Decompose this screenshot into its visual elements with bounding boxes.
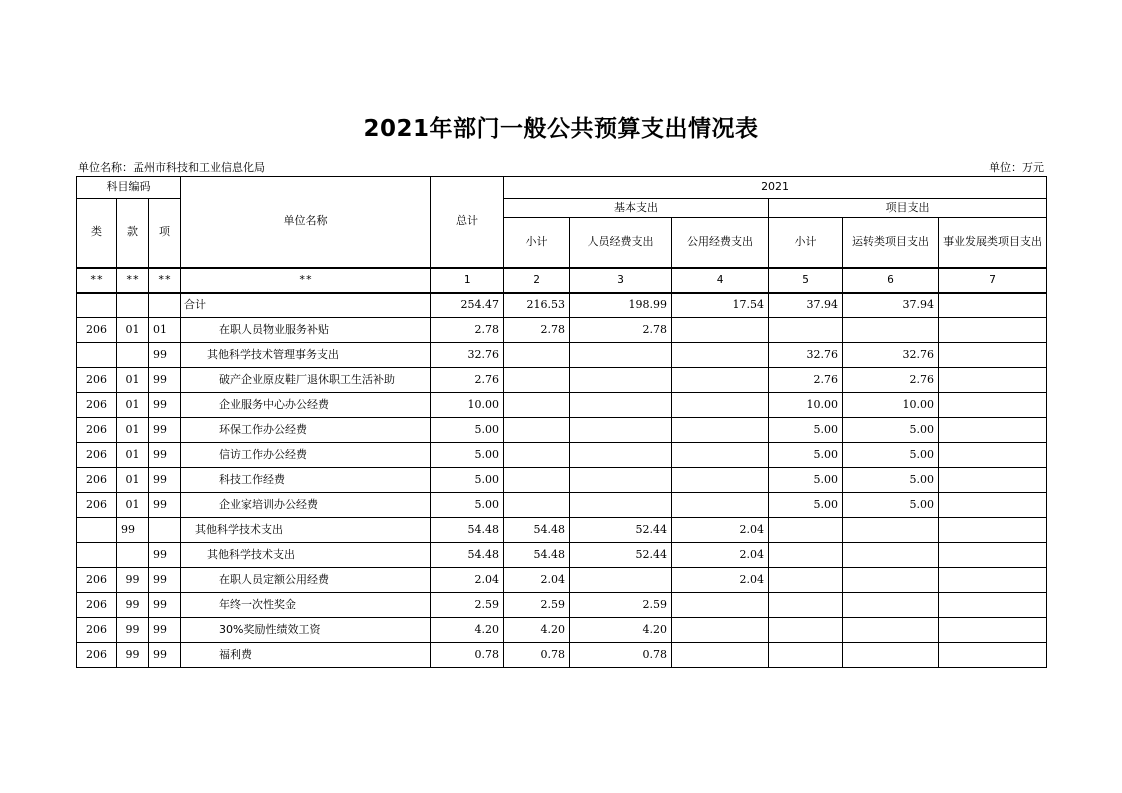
cell-lei — [77, 543, 117, 568]
cell-public: 2.04 — [672, 518, 769, 543]
cell-unit-name: 破产企业原皮鞋厂退休职工生活补助 — [181, 368, 431, 393]
cell-project-subtotal: 10.00 — [769, 393, 843, 418]
cell-personnel — [570, 568, 672, 593]
cell-development — [939, 593, 1047, 618]
cell-public — [672, 593, 769, 618]
cell-kuan: 01 — [117, 443, 149, 468]
cell-total: 5.00 — [431, 468, 504, 493]
cell-total: 5.00 — [431, 443, 504, 468]
table-row — [77, 518, 1047, 543]
cell-project-subtotal: 5.00 — [769, 493, 843, 518]
table-row — [77, 293, 1047, 318]
table-body — [77, 268, 1047, 668]
table-row — [77, 393, 1047, 418]
cell-development — [939, 343, 1047, 368]
cell-unit-name: 其他科学技术支出 — [181, 543, 431, 568]
cell-operational — [843, 643, 939, 668]
cell-total: 5.00 — [431, 418, 504, 443]
cell-project-subtotal — [769, 543, 843, 568]
cell-operational — [843, 568, 939, 593]
page-title: 2021年部门一般公共预算支出情况表 — [363, 116, 759, 142]
table-row — [77, 543, 1047, 568]
header-unit-name: 单位名称 — [181, 177, 431, 268]
cell-development — [939, 468, 1047, 493]
cell-project-subtotal: 5.00 — [769, 468, 843, 493]
cell-project-subtotal: 32.76 — [769, 343, 843, 368]
cell-unit-name: 企业服务中心办公经费 — [181, 393, 431, 418]
cell-kuan: 99 — [117, 568, 149, 593]
cell-public — [672, 418, 769, 443]
cell-operational: 2.76 — [843, 368, 939, 393]
unit-label: 单位：万元 — [989, 161, 1044, 174]
cell-personnel: 2.78 — [570, 318, 672, 343]
marker-cell: ** — [149, 268, 181, 293]
cell-project-subtotal: 5.00 — [769, 418, 843, 443]
header-total: 总计 — [431, 177, 504, 268]
cell-lei — [77, 293, 117, 318]
marker-cell: 5 — [769, 268, 843, 293]
cell-public — [672, 468, 769, 493]
header-public: 公用经费支出 — [672, 218, 769, 268]
cell-public: 17.54 — [672, 293, 769, 318]
marker-cell: 3 — [570, 268, 672, 293]
cell-unit-name: 其他科学技术管理事务支出 — [181, 343, 431, 368]
cell-lei: 206 — [77, 393, 117, 418]
cell-operational — [843, 618, 939, 643]
cell-basic-subtotal — [504, 443, 570, 468]
table-row — [77, 443, 1047, 468]
cell-xiang: 99 — [149, 418, 181, 443]
cell-operational: 5.00 — [843, 418, 939, 443]
cell-personnel: 198.99 — [570, 293, 672, 318]
cell-public — [672, 393, 769, 418]
cell-lei: 206 — [77, 468, 117, 493]
cell-public: 2.04 — [672, 543, 769, 568]
cell-unit-name: 在职人员定额公用经费 — [181, 568, 431, 593]
cell-total: 254.47 — [431, 293, 504, 318]
cell-unit-name: 在职人员物业服务补贴 — [181, 318, 431, 343]
cell-xiang: 99 — [149, 493, 181, 518]
header-project: 项目支出 — [769, 199, 1047, 218]
cell-personnel — [570, 443, 672, 468]
cell-kuan: 01 — [117, 493, 149, 518]
cell-lei: 206 — [77, 593, 117, 618]
header-personnel: 人员经费支出 — [570, 218, 672, 268]
cell-unit-name: 信访工作办公经费 — [181, 443, 431, 468]
table-row — [77, 618, 1047, 643]
cell-personnel — [570, 468, 672, 493]
header-development: 事业发展类项目支出 — [939, 218, 1047, 268]
cell-xiang: 99 — [149, 368, 181, 393]
cell-personnel — [570, 343, 672, 368]
cell-total: 0.78 — [431, 643, 504, 668]
cell-total: 32.76 — [431, 343, 504, 368]
header-basic-subtotal: 小计 — [504, 218, 570, 268]
cell-basic-subtotal: 2.78 — [504, 318, 570, 343]
cell-total: 5.00 — [431, 493, 504, 518]
cell-project-subtotal: 5.00 — [769, 443, 843, 468]
cell-operational — [843, 543, 939, 568]
unit-name-label: 单位名称：孟州市科技和工业信息化局 — [78, 161, 265, 174]
cell-public — [672, 493, 769, 518]
cell-development — [939, 518, 1047, 543]
cell-development — [939, 443, 1047, 468]
cell-public — [672, 343, 769, 368]
cell-xiang: 99 — [149, 568, 181, 593]
cell-operational: 37.94 — [843, 293, 939, 318]
cell-basic-subtotal: 54.48 — [504, 543, 570, 568]
cell-public — [672, 443, 769, 468]
cell-public: 2.04 — [672, 568, 769, 593]
cell-basic-subtotal: 54.48 — [504, 518, 570, 543]
cell-personnel — [570, 418, 672, 443]
cell-unit-name: 年终一次性奖金 — [181, 593, 431, 618]
cell-lei: 206 — [77, 318, 117, 343]
cell-xiang: 99 — [149, 393, 181, 418]
cell-public — [672, 618, 769, 643]
cell-basic-subtotal — [504, 393, 570, 418]
cell-public — [672, 643, 769, 668]
header-basic: 基本支出 — [504, 199, 769, 218]
cell-public — [672, 318, 769, 343]
cell-unit-name: 30%奖励性绩效工资 — [181, 618, 431, 643]
header-subject-code: 科目编码 — [77, 177, 181, 199]
table-row — [77, 368, 1047, 393]
cell-operational — [843, 593, 939, 618]
cell-unit-name: 福利费 — [181, 643, 431, 668]
table-row — [77, 343, 1047, 368]
cell-kuan: 01 — [117, 418, 149, 443]
cell-personnel — [570, 493, 672, 518]
marker-cell: ** — [181, 268, 431, 293]
cell-personnel: 0.78 — [570, 643, 672, 668]
cell-development — [939, 493, 1047, 518]
cell-basic-subtotal: 2.59 — [504, 593, 570, 618]
cell-unit-name: 环保工作办公经费 — [181, 418, 431, 443]
cell-development — [939, 293, 1047, 318]
cell-basic-subtotal: 4.20 — [504, 618, 570, 643]
header-xiang: 项 — [149, 199, 181, 268]
cell-personnel: 4.20 — [570, 618, 672, 643]
cell-lei — [77, 343, 117, 368]
cell-development — [939, 618, 1047, 643]
cell-lei: 206 — [77, 618, 117, 643]
cell-personnel — [570, 368, 672, 393]
header-project-subtotal: 小计 — [769, 218, 843, 268]
header-kuan: 款 — [117, 199, 149, 268]
cell-personnel: 2.59 — [570, 593, 672, 618]
marker-cell: 4 — [672, 268, 769, 293]
cell-xiang: 99 — [149, 468, 181, 493]
table-row — [77, 593, 1047, 618]
cell-project-subtotal — [769, 318, 843, 343]
cell-xiang: 99 — [149, 343, 181, 368]
cell-lei — [77, 518, 117, 543]
cell-total: 54.48 — [431, 543, 504, 568]
marker-cell: 1 — [431, 268, 504, 293]
cell-operational: 32.76 — [843, 343, 939, 368]
marker-row — [77, 268, 1047, 293]
cell-total: 2.04 — [431, 568, 504, 593]
cell-lei: 206 — [77, 643, 117, 668]
budget-table — [76, 176, 1047, 668]
cell-total: 2.76 — [431, 368, 504, 393]
marker-cell: 7 — [939, 268, 1047, 293]
cell-unit-name: 企业家培训办公经费 — [181, 493, 431, 518]
cell-kuan — [117, 343, 149, 368]
cell-project-subtotal — [769, 518, 843, 543]
cell-total: 10.00 — [431, 393, 504, 418]
cell-lei: 206 — [77, 443, 117, 468]
table-row — [77, 468, 1047, 493]
header-lei: 类 — [77, 199, 117, 268]
marker-cell: 6 — [843, 268, 939, 293]
cell-public — [672, 368, 769, 393]
cell-kuan: 01 — [117, 393, 149, 418]
cell-unit-name: 其他科学技术支出 — [181, 518, 431, 543]
cell-kuan: 99 — [117, 593, 149, 618]
cell-basic-subtotal: 0.78 — [504, 643, 570, 668]
header-year: 2021 — [504, 177, 1047, 199]
cell-project-subtotal — [769, 618, 843, 643]
cell-basic-subtotal: 216.53 — [504, 293, 570, 318]
cell-operational — [843, 318, 939, 343]
cell-xiang: 01 — [149, 318, 181, 343]
cell-personnel: 52.44 — [570, 518, 672, 543]
cell-development — [939, 568, 1047, 593]
table-row — [77, 643, 1047, 668]
cell-unit-name: 科技工作经费 — [181, 468, 431, 493]
cell-kuan: 99 — [117, 643, 149, 668]
cell-unit-name: 合计 — [181, 293, 431, 318]
cell-development — [939, 643, 1047, 668]
cell-xiang: 99 — [149, 643, 181, 668]
cell-development — [939, 368, 1047, 393]
cell-project-subtotal — [769, 593, 843, 618]
cell-basic-subtotal — [504, 418, 570, 443]
cell-development — [939, 393, 1047, 418]
cell-basic-subtotal — [504, 343, 570, 368]
marker-cell: ** — [77, 268, 117, 293]
cell-lei: 206 — [77, 368, 117, 393]
cell-development — [939, 318, 1047, 343]
marker-cell: 2 — [504, 268, 570, 293]
cell-kuan: 99 — [117, 518, 149, 543]
cell-operational: 5.00 — [843, 493, 939, 518]
table-row — [77, 493, 1047, 518]
cell-project-subtotal — [769, 643, 843, 668]
cell-basic-subtotal — [504, 493, 570, 518]
cell-total: 4.20 — [431, 618, 504, 643]
cell-basic-subtotal — [504, 368, 570, 393]
cell-project-subtotal: 37.94 — [769, 293, 843, 318]
cell-operational: 5.00 — [843, 468, 939, 493]
cell-personnel — [570, 393, 672, 418]
cell-kuan — [117, 293, 149, 318]
cell-project-subtotal — [769, 568, 843, 593]
cell-operational: 10.00 — [843, 393, 939, 418]
cell-kuan: 99 — [117, 618, 149, 643]
cell-development — [939, 418, 1047, 443]
table-header — [77, 177, 1047, 268]
cell-xiang: 99 — [149, 593, 181, 618]
cell-lei: 206 — [77, 493, 117, 518]
cell-kuan: 01 — [117, 468, 149, 493]
marker-cell: ** — [117, 268, 149, 293]
cell-kuan — [117, 543, 149, 568]
cell-xiang — [149, 518, 181, 543]
table-row — [77, 418, 1047, 443]
cell-xiang: 99 — [149, 618, 181, 643]
cell-total: 54.48 — [431, 518, 504, 543]
cell-lei: 206 — [77, 418, 117, 443]
cell-basic-subtotal — [504, 468, 570, 493]
cell-total: 2.59 — [431, 593, 504, 618]
table-row — [77, 318, 1047, 343]
cell-operational: 5.00 — [843, 443, 939, 468]
cell-total: 2.78 — [431, 318, 504, 343]
cell-xiang — [149, 293, 181, 318]
cell-kuan: 01 — [117, 368, 149, 393]
table-row — [77, 568, 1047, 593]
cell-xiang: 99 — [149, 443, 181, 468]
cell-personnel: 52.44 — [570, 543, 672, 568]
cell-kuan: 01 — [117, 318, 149, 343]
header-operational: 运转类项目支出 — [843, 218, 939, 268]
cell-lei: 206 — [77, 568, 117, 593]
cell-development — [939, 543, 1047, 568]
cell-project-subtotal: 2.76 — [769, 368, 843, 393]
cell-basic-subtotal: 2.04 — [504, 568, 570, 593]
cell-operational — [843, 518, 939, 543]
cell-xiang: 99 — [149, 543, 181, 568]
